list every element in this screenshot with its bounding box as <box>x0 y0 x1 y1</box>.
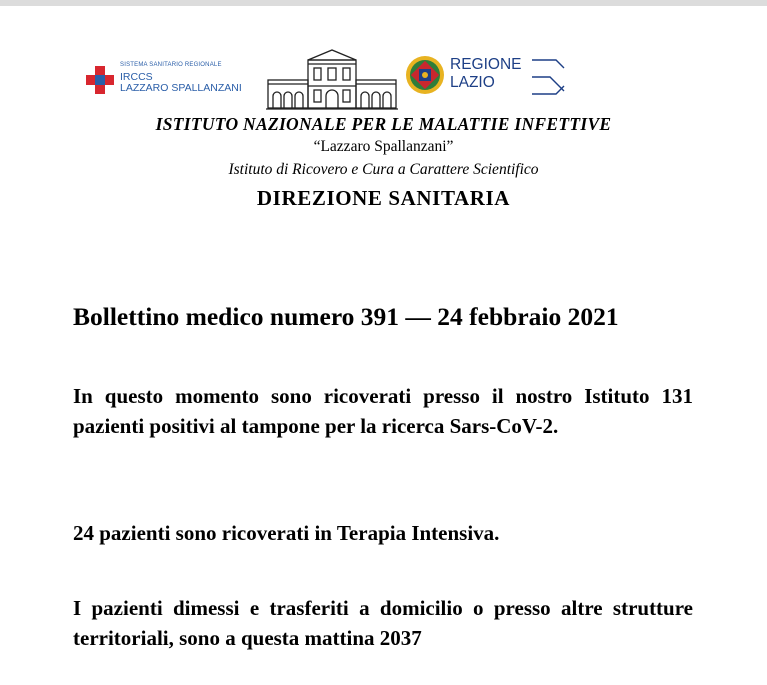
bulletin-paragraph-discharged: I pazienti dimessi e trasferiti a domicilio o presso altre strutture territoriali, sono a questa mattina 2037 <box>73 596 693 650</box>
lazio-wordmark <box>450 56 521 92</box>
regione-lazio-logo <box>404 54 574 100</box>
bulletin-title: Bollettino medico numero 391 — 24 febbraio 2021 <box>73 302 619 331</box>
lazio-chevron-icon <box>532 58 566 96</box>
ircss-spallanzani-logo <box>86 62 256 98</box>
lazio-line2: LAZIO <box>450 74 495 91</box>
ircss-caption: SISTEMA SANITARIO REGIONALE <box>120 62 222 68</box>
medical-cross-icon <box>86 66 114 94</box>
ircss-name <box>120 72 242 94</box>
ircss-line1: IRCCS <box>120 71 153 83</box>
lazio-line1: REGIONE <box>450 56 522 73</box>
institute-building-icon <box>266 46 398 110</box>
institute-name: ISTITUTO NAZIONALE PER LE MALATTIE INFETTIVE <box>155 114 612 134</box>
institute-description: Istituto di Ricovero e Cura a Carattere Scientifico <box>228 161 539 178</box>
logo-bar <box>0 40 767 112</box>
lazio-emblem-icon <box>404 54 446 96</box>
bulletin-paragraph-hospitalized: In questo momento sono ricoverati presso il nostro Istituto 131 pazienti positivi al tampone per la ricerca Sars-CoV-2. <box>73 384 693 438</box>
department-heading: DIREZIONE SANITARIA <box>256 186 511 210</box>
top-divider <box>0 0 767 6</box>
ircss-line2: LAZZARO SPALLANZANI <box>120 82 242 94</box>
bulletin-paragraph-intensive-care: 24 pazienti sono ricoverati in Terapia Intensiva. <box>73 521 500 545</box>
institute-subtitle: “Lazzaro Spallanzani” <box>313 138 454 155</box>
